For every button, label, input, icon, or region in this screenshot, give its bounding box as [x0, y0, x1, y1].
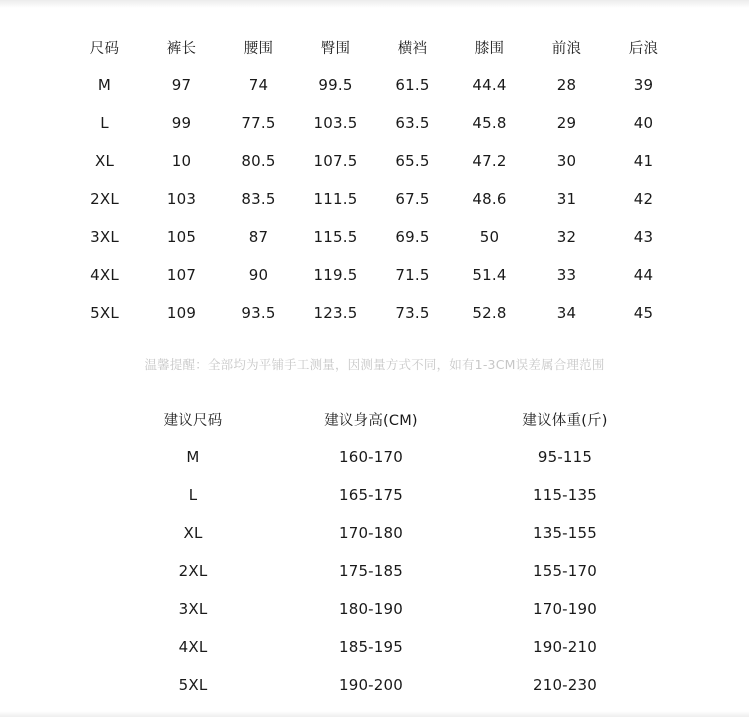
- table-cell: 4XL: [90, 266, 119, 284]
- table-cell: 5XL: [178, 676, 208, 694]
- table-cell: 50: [479, 228, 500, 246]
- table-cell: 103.5: [313, 114, 358, 132]
- header-front-rise: 前浪: [551, 40, 582, 57]
- table-cell: 175-185: [338, 562, 404, 580]
- table-cell: 155-170: [532, 562, 598, 580]
- table-cell: 3XL: [178, 600, 208, 618]
- measurement-note: 温馨提醒：全部均为平铺手工测量，因测量方式不同，如有1-3CM误差属合理范围: [144, 357, 605, 372]
- table-cell: 180-190: [338, 600, 404, 618]
- table-row: [66, 142, 682, 180]
- table-cell: 32: [556, 228, 577, 246]
- table-cell: 170-180: [338, 524, 404, 542]
- table-cell: 67.5: [395, 190, 430, 208]
- table-cell: M: [97, 76, 112, 94]
- table-cell: 47.2: [472, 152, 507, 170]
- size-table-header: [66, 28, 682, 66]
- table-cell: 44: [633, 266, 654, 284]
- header-thigh: 横裆: [397, 40, 428, 57]
- table-cell: 123.5: [313, 304, 358, 322]
- table-cell: 87: [248, 228, 269, 246]
- header-suggested-size: 建议尺码: [163, 412, 223, 429]
- table-cell: 30: [556, 152, 577, 170]
- table-cell: XL: [94, 152, 115, 170]
- table-cell: L: [188, 486, 198, 504]
- table-cell: 74: [248, 76, 269, 94]
- table-cell: 99.5: [318, 76, 353, 94]
- table-row: [117, 666, 657, 704]
- table-row: [66, 66, 682, 104]
- table-cell: 69.5: [395, 228, 430, 246]
- table-row: [117, 628, 657, 666]
- table-cell: 135-155: [532, 524, 598, 542]
- table-cell: 63.5: [395, 114, 430, 132]
- table-cell: 3XL: [90, 228, 119, 246]
- table-cell: 80.5: [241, 152, 276, 170]
- table-cell: 65.5: [395, 152, 430, 170]
- table-cell: 83.5: [241, 190, 276, 208]
- top-shade: [0, 0, 749, 8]
- table-cell: 42: [633, 190, 654, 208]
- table-cell: 29: [556, 114, 577, 132]
- table-cell: 28: [556, 76, 577, 94]
- table-cell: 4XL: [178, 638, 208, 656]
- table-cell: 99: [171, 114, 192, 132]
- table-cell: 39: [633, 76, 654, 94]
- table-cell: 109: [166, 304, 197, 322]
- table-cell: 31: [556, 190, 577, 208]
- table-cell: 34: [556, 304, 577, 322]
- table-cell: 115-135: [532, 486, 598, 504]
- table-cell: XL: [183, 524, 203, 542]
- table-cell: 170-190: [532, 600, 598, 618]
- table-row: [66, 218, 682, 256]
- header-hip: 臀围: [320, 40, 351, 57]
- header-size: 尺码: [89, 40, 120, 57]
- table-cell: 52.8: [472, 304, 507, 322]
- table-cell: 105: [166, 228, 197, 246]
- table-cell: 107.5: [313, 152, 358, 170]
- table-cell: 210-230: [532, 676, 598, 694]
- table-cell: 41: [633, 152, 654, 170]
- table-row: [117, 552, 657, 590]
- header-suggested-weight: 建议体重(斤): [522, 412, 608, 429]
- table-cell: M: [186, 448, 200, 466]
- header-pants-length: 裤长: [166, 40, 197, 57]
- table-cell: 111.5: [313, 190, 358, 208]
- table-row: [66, 104, 682, 142]
- table-cell: 61.5: [395, 76, 430, 94]
- table-cell: 90: [248, 266, 269, 284]
- table-cell: 77.5: [241, 114, 276, 132]
- header-knee: 膝围: [474, 40, 505, 57]
- table-cell: 119.5: [313, 266, 358, 284]
- table-cell: 107: [166, 266, 197, 284]
- table-row: [117, 590, 657, 628]
- table-cell: 103: [166, 190, 197, 208]
- table-cell: 5XL: [90, 304, 119, 322]
- table-row: [66, 256, 682, 294]
- table-cell: 40: [633, 114, 654, 132]
- table-cell: 2XL: [90, 190, 119, 208]
- table-cell: 160-170: [338, 448, 404, 466]
- table-cell: 2XL: [178, 562, 208, 580]
- header-suggested-height: 建议身高(CM): [324, 412, 418, 429]
- table-cell: 48.6: [472, 190, 507, 208]
- header-waist: 腰围: [243, 40, 274, 57]
- table-cell: 33: [556, 266, 577, 284]
- table-cell: 45.8: [472, 114, 507, 132]
- table-cell: 115.5: [313, 228, 358, 246]
- table-cell: 51.4: [472, 266, 507, 284]
- table-cell: 95-115: [537, 448, 593, 466]
- table-cell: 71.5: [395, 266, 430, 284]
- table-cell: 73.5: [395, 304, 430, 322]
- table-row: [117, 514, 657, 552]
- table-cell: 97: [171, 76, 192, 94]
- table-cell: 190-200: [338, 676, 404, 694]
- table-row: [66, 294, 682, 332]
- recommendation-table-header: [117, 400, 657, 438]
- table-row: [117, 438, 657, 476]
- table-cell: 43: [633, 228, 654, 246]
- size-table: [66, 28, 682, 332]
- header-back-rise: 后浪: [628, 40, 659, 57]
- table-row: [117, 476, 657, 514]
- recommendation-table: [117, 400, 657, 704]
- bottom-shade: [0, 711, 749, 717]
- table-cell: 44.4: [472, 76, 507, 94]
- table-cell: 10: [171, 152, 192, 170]
- table-cell: 185-195: [338, 638, 404, 656]
- table-cell: 93.5: [241, 304, 276, 322]
- table-cell: L: [100, 114, 109, 132]
- table-cell: 190-210: [532, 638, 598, 656]
- table-cell: 165-175: [338, 486, 404, 504]
- table-row: [66, 180, 682, 218]
- table-cell: 45: [633, 304, 654, 322]
